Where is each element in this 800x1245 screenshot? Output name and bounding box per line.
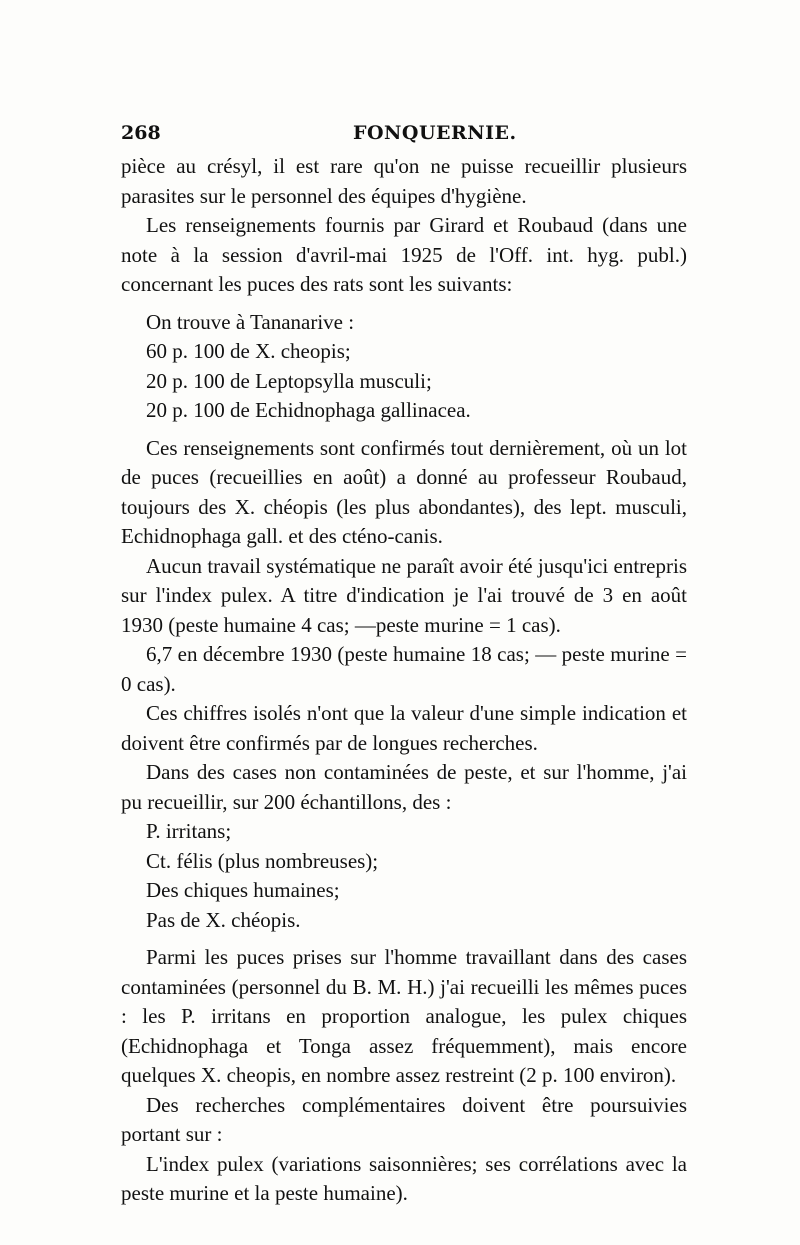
paragraph-7: Dans des cases non contaminées de peste, et sur l'homme, j'ai pu recueillir, sur 200 échantillons, des : [121,760,687,814]
list2-item-1: Ct. félis (plus nombreuses); [146,848,379,873]
page-header [121,122,687,150]
paragraph-6: Ces chiffres isolés n'ont que la valeur d'une simple indication et doivent être confirmés par de longues recherches. [121,701,687,755]
list2-item-2: Des chiques humaines; [146,878,340,902]
list1-item-3: 20 p. 100 de Echidnophaga gallinacea. [146,398,471,422]
paragraph-9: Des recherches complémentaires doivent être poursuivies portant sur : [121,1092,687,1146]
paragraph-2: Les renseignements fournis par Girard et Roubaud (dans une note à la session d'avril-mai 1925 de l'Off. int. hyg. publ.) concernant les puces des rats sont les suivants: [121,213,687,296]
paragraph-3: Ces renseignements sont confirmés tout dernièrement, où un lot de puces (recueillies en août) a donné au professeur Roubaud, toujours des X. chéopis (les plus abondantes), des lept. musculi, Echidnophaga gall. et des cténo-canis. [121,435,687,548]
body-text [121,152,687,1209]
page-number: 268 [121,122,161,144]
list1-item-0: On trouve à Tananarive : [146,309,355,334]
paragraph-1: pièce au crésyl, il est rare qu'on ne puisse recueillir plusieurs parasites sur le personnel des équipes d'hygiène. [121,154,687,208]
list1-item-1: 60 p. 100 de X. cheopis; [146,339,351,363]
paragraph-5: 6,7 en décembre 1930 (peste humaine 18 cas; — peste murine = 0 cas). [121,642,687,696]
running-title: FONQUERNIE. [353,122,517,144]
paragraph-4: Aucun travail systématique ne paraît avoir été jusqu'ici entrepris sur l'index pulex. A titre d'indication je l'ai trouvé de 3 en août 1930 (peste humaine 4 cas; —peste murine = 1 cas). [121,553,687,637]
paragraph-8: Parmi les puces prises sur l'homme travaillant dans des cases contaminées (personnel du B. M. H.) j'ai recueilli les mêmes puces : les P. irritans en proportion analogue, les pulex chiques (Echidnophaga et Tonga assez fréquemment), mais encore quelques X. cheopis, en nombre assez restreint (2 p. 100 environ). [121,945,687,1087]
list2-item-3: Pas de X. chéopis. [146,907,301,932]
list2-item-0: P. irritans; [146,819,232,843]
paragraph-10: L'index pulex (variations saisonnières; ses corrélations avec la peste murine et la peste humaine). [121,1151,687,1205]
list1-item-2: 20 p. 100 de Leptopsylla musculi; [146,368,432,393]
